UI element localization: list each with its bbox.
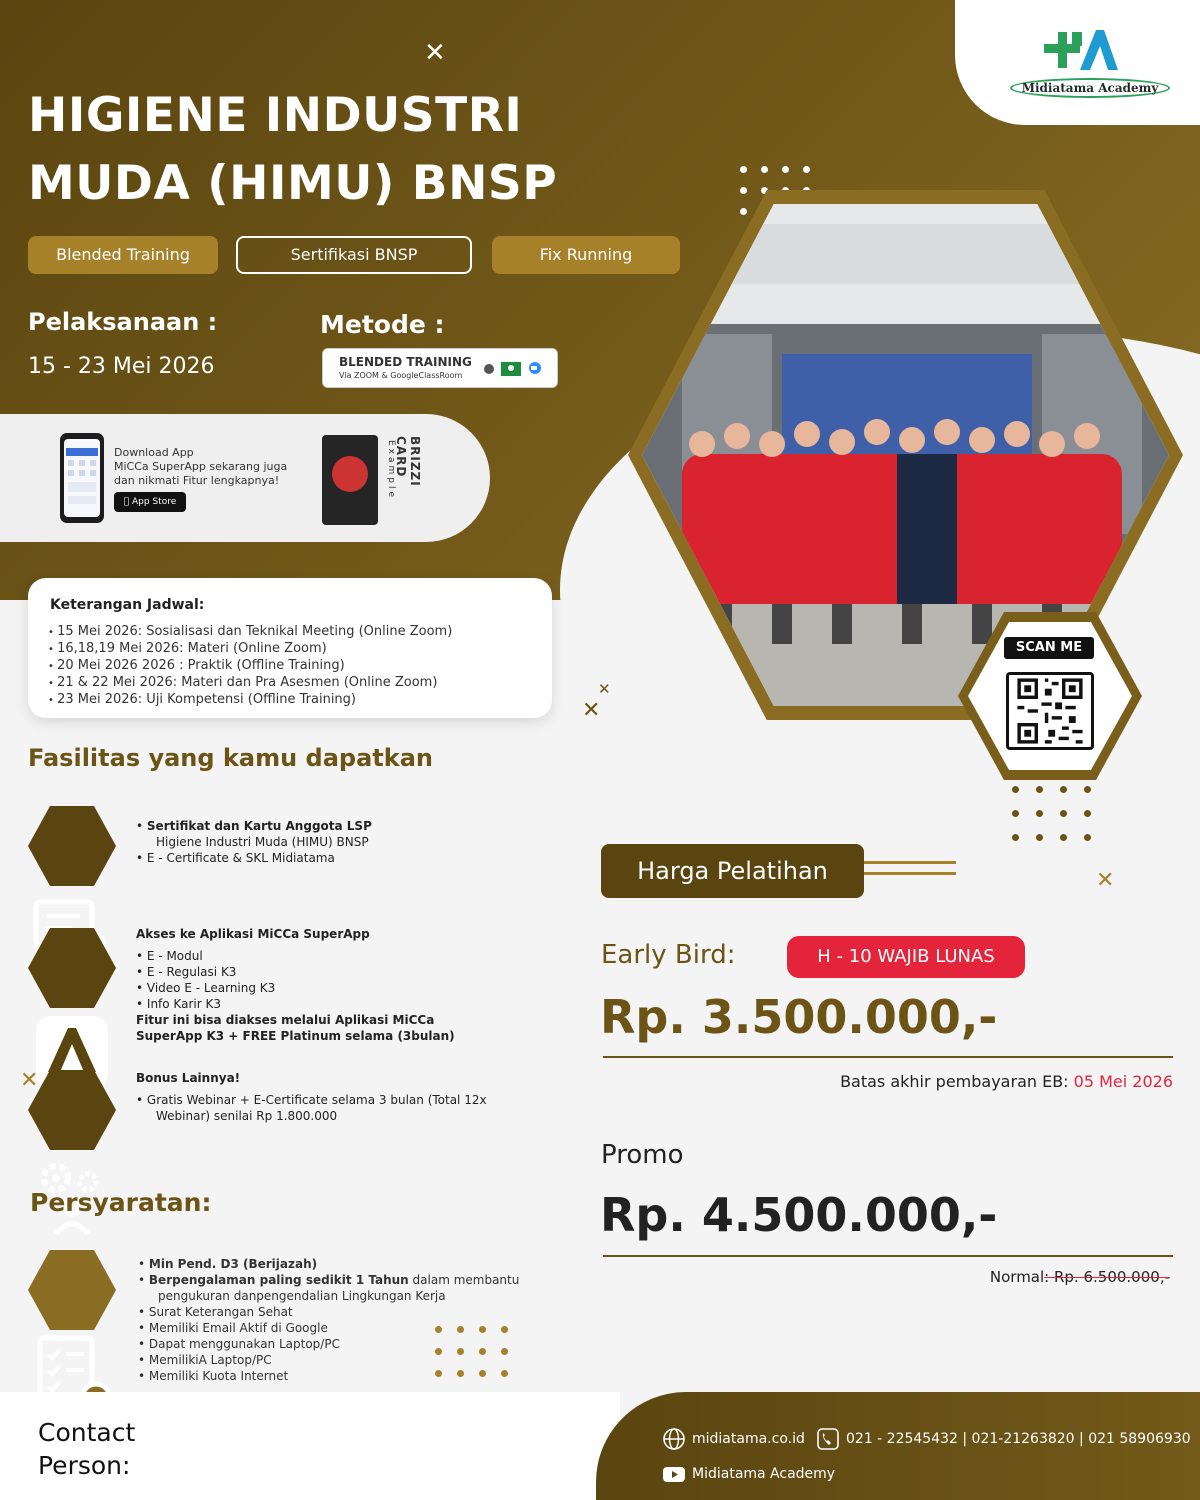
app-store-button[interactable] bbox=[114, 492, 186, 512]
divider bbox=[603, 1255, 1173, 1257]
page-title bbox=[28, 82, 648, 218]
fac1-item1: Sertifikat dan Kartu Anggota LSP bbox=[146, 819, 372, 833]
x-decoration: ✕ bbox=[582, 698, 601, 723]
schedule-item: • 16,18,19 Mei 2026: Materi (Online Zoom) bbox=[48, 641, 548, 658]
normal-price bbox=[900, 1268, 1170, 1286]
metode-sub: Via ZOOM & GoogleClassRoom bbox=[339, 371, 463, 380]
deadline-label: Batas akhir pembayaran EB: bbox=[840, 1072, 1074, 1091]
promo-price: Rp. 4.500.000,- bbox=[600, 1188, 998, 1242]
brizzi-card-photo bbox=[332, 456, 368, 492]
req-item: MemilikiA Laptop/PC bbox=[148, 1353, 272, 1367]
hex-bg bbox=[28, 806, 116, 886]
x-decoration: ✕ bbox=[1096, 868, 1115, 893]
tag-sertifikasi-bnsp: Sertifikasi BNSP bbox=[236, 236, 472, 274]
x-decoration: ✕ bbox=[424, 38, 446, 68]
hex-bg bbox=[28, 928, 116, 1008]
fac3-item-cont: Webinar) senilai Rp 1.800.000 bbox=[156, 1109, 338, 1123]
req-item-bold: Berpengalaman paling sedikit 1 Tahun bbox=[148, 1273, 409, 1287]
contact-line2: Person: bbox=[38, 1451, 131, 1480]
metode-badge bbox=[322, 348, 558, 388]
x-decoration: ✕ bbox=[598, 680, 611, 698]
schedule-item: • 23 Mei 2026: Uji Kompetensi (Offline Training) bbox=[48, 692, 548, 709]
certificate-hex bbox=[28, 806, 116, 886]
app-download-text bbox=[114, 446, 314, 488]
tag-fix-running: Fix Running bbox=[492, 236, 680, 274]
title-line1: HIGIENE INDUSTRI bbox=[28, 88, 523, 143]
fac1-item2: E - Certificate & SKL Midiatama bbox=[146, 851, 335, 865]
schedule-list bbox=[48, 624, 548, 709]
zoom-classroom-icon bbox=[483, 361, 553, 377]
req-item: Min Pend. D3 (Berijazah) bbox=[148, 1257, 318, 1271]
metode-label: Metode : bbox=[320, 310, 445, 339]
app-store-label: App Store bbox=[127, 497, 173, 507]
fac2-note1: Fitur ini bisa diakses melalui Aplikasi MiCCa bbox=[136, 1013, 435, 1027]
dot-pattern bbox=[435, 1326, 508, 1377]
decor-line bbox=[864, 872, 956, 875]
hex-bg bbox=[28, 1070, 116, 1150]
app-screen-icon bbox=[66, 448, 98, 508]
scan-me-label: SCAN ME bbox=[1004, 637, 1094, 659]
contact-person bbox=[38, 1416, 135, 1482]
fac1-item1b: Higiene Industri Muda (HIMU) BNSP bbox=[156, 835, 369, 849]
dot-pattern bbox=[1012, 786, 1091, 841]
fac2-note2: SuperApp K3 + FREE Platinum selama (3bulan) bbox=[136, 1029, 455, 1043]
divider bbox=[603, 1056, 1173, 1058]
req-item: Memiliki Kuota Internet bbox=[148, 1369, 289, 1383]
req-item-cont: pengukuran danpengendalian Lingkungan Kerja bbox=[158, 1289, 446, 1303]
qr-code-icon[interactable] bbox=[1006, 672, 1094, 750]
phone-numbers[interactable]: 021 - 22545432 | 021-21263820 | 021 58906930 bbox=[846, 1431, 1191, 1447]
checklist-hex bbox=[28, 1250, 116, 1330]
brand-name: Midiatama Academy bbox=[1010, 78, 1170, 98]
fasilitas-title: Fasilitas yang kamu dapatkan bbox=[28, 744, 433, 772]
schedule-item: • 15 Mei 2026: Sosialisasi dan Teknikal Meeting (Online Zoom) bbox=[48, 624, 548, 641]
req-item: Memiliki Email Aktif di Google bbox=[148, 1321, 328, 1335]
brizzi-card-title: BRIZZI CARD bbox=[394, 436, 422, 487]
lunas-badge: H - 10 WAJIB LUNAS bbox=[787, 936, 1025, 978]
decor-line bbox=[864, 861, 956, 864]
tag-blended-training: Blended Training bbox=[28, 236, 218, 274]
fac2-item: E - Modul bbox=[146, 949, 203, 963]
early-bird-price: Rp. 3.500.000,- bbox=[600, 990, 998, 1044]
req-item-rest: dalam membantu bbox=[408, 1273, 520, 1287]
apple-icon bbox=[124, 497, 129, 507]
brizzi-card-sub: Example bbox=[386, 440, 396, 501]
early-bird-label: Early Bird: bbox=[601, 940, 736, 970]
pelaksanaan-label: Pelaksanaan : bbox=[28, 308, 218, 336]
fac3-item: Gratis Webinar + E-Certificate selama 3 bulan (Total 12x bbox=[146, 1093, 487, 1107]
deadline-date: 05 Mei 2026 bbox=[1073, 1072, 1173, 1091]
fasilitas-2 bbox=[136, 926, 536, 1044]
globe-icon bbox=[662, 1427, 686, 1451]
schedule-item: • 20 Mei 2026 2026 : Praktik (Offline Training) bbox=[48, 658, 548, 675]
pelaksanaan-date: 15 - 23 Mei 2026 bbox=[28, 354, 215, 379]
harga-title: Harga Pelatihan bbox=[601, 844, 864, 898]
youtube-channel[interactable]: Midiatama Academy bbox=[692, 1466, 836, 1482]
persyaratan-title: Persyaratan: bbox=[30, 1188, 212, 1217]
micca-app-hex bbox=[28, 928, 116, 1008]
app-line3: dan nikmati Fitur lengkapnya! bbox=[114, 474, 280, 487]
midiatama-logo-icon bbox=[1040, 26, 1120, 76]
metode-title: BLENDED TRAINING bbox=[339, 355, 472, 369]
fac2-item: Video E - Learning K3 bbox=[146, 981, 276, 995]
app-line2: MiCCa SuperApp sekarang juga bbox=[114, 460, 288, 473]
bonus-hex bbox=[28, 1070, 116, 1150]
website-link[interactable]: midiatama.co.id bbox=[692, 1431, 805, 1447]
fac2-heading: Akses ke Aplikasi MiCCa SuperApp bbox=[136, 927, 370, 941]
phone-icon bbox=[816, 1427, 840, 1451]
eb-deadline bbox=[600, 1072, 1173, 1091]
normal-label: Normal bbox=[989, 1268, 1045, 1286]
hex-bg bbox=[28, 1250, 116, 1330]
fac3-heading: Bonus Lainnya! bbox=[136, 1071, 241, 1085]
req-item: Surat Keterangan Sehat bbox=[148, 1305, 293, 1319]
schedule-item: • 21 & 22 Mei 2026: Materi dan Pra Asesmen (Online Zoom) bbox=[48, 675, 548, 692]
contact-line1: Contact bbox=[38, 1418, 136, 1447]
fac2-item: Info Karir K3 bbox=[146, 997, 221, 1011]
title-line2: MUDA (HIMU) BNSP bbox=[28, 156, 558, 211]
youtube-icon bbox=[662, 1462, 686, 1486]
normal-value: : Rp. 6.500.000,- bbox=[1044, 1268, 1170, 1286]
schedule-title: Keterangan Jadwal: bbox=[50, 597, 205, 613]
fasilitas-1 bbox=[136, 818, 516, 866]
fasilitas-3 bbox=[136, 1070, 536, 1124]
req-item: Dapat menggunakan Laptop/PC bbox=[148, 1337, 340, 1351]
x-decoration: ✕ bbox=[20, 1068, 39, 1093]
promo-label: Promo bbox=[601, 1140, 684, 1170]
fac2-item: E - Regulasi K3 bbox=[146, 965, 237, 979]
app-line1: Download App bbox=[114, 446, 194, 459]
